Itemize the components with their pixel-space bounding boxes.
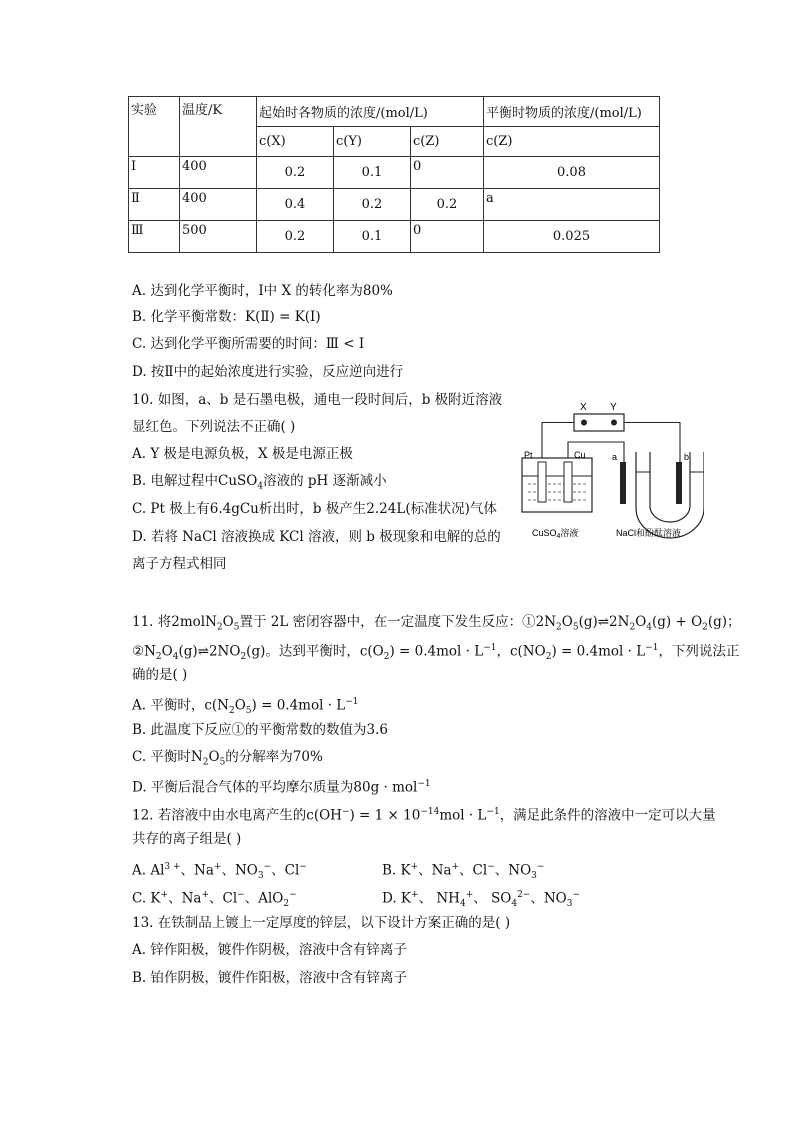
q10-option-a: A. Y 极是电源负极，X 极是电源正极 (132, 446, 353, 462)
superscript: + (160, 890, 169, 900)
cu-electrode (564, 462, 572, 502)
text: ) = 0.4mol · L (389, 643, 484, 660)
subscript: 2 (702, 622, 708, 633)
text: 置于 2L 密闭容器中，在一定温度下发生反应：①2N (239, 614, 557, 630)
caption-subscript: 4 (556, 533, 561, 540)
q9-option-d: D. 按Ⅱ中的起始浓度进行实验，反应逆向进行 (132, 364, 404, 380)
text: 、Na (418, 862, 452, 879)
subscript: 4 (646, 622, 652, 633)
subscript: 2 (240, 652, 247, 663)
cell-cx: 0.4 (257, 189, 334, 221)
text: 、Na (180, 862, 214, 879)
superscript: + (451, 862, 460, 872)
subscript: 3 (257, 871, 264, 882)
text: O (208, 749, 220, 765)
q11-option-a (132, 692, 359, 721)
superscript: − (289, 890, 297, 900)
q12-option-c (132, 885, 297, 914)
q10-option-d-line2: 离子方程式相同 (132, 556, 227, 572)
text: 、Cl (209, 890, 238, 907)
caption-nacl: NaCl和酚酞溶液 (616, 528, 682, 538)
q12-option-d (382, 885, 580, 914)
text: ，c(NO (496, 643, 546, 660)
superscript: −1 (345, 697, 359, 707)
subscript: 2 (545, 652, 552, 663)
cell-exp: Ⅱ (129, 189, 180, 221)
text: B. K (382, 862, 411, 879)
q9-option-b: B. 化学平衡常数：K(Ⅱ) = K(Ⅰ) (132, 309, 321, 325)
header-cz-equilibrium: c(Z) (484, 127, 660, 157)
text: (g) + O (652, 614, 703, 630)
text: 、NO (530, 890, 567, 907)
text: A. 平衡时，c(N (132, 697, 229, 714)
q10-option-b (132, 471, 387, 497)
label-a: a (612, 452, 618, 462)
text: 、NO (221, 862, 258, 879)
text: (g)。达到平衡时，c(O (246, 643, 384, 660)
subscript: 5 (245, 706, 252, 717)
q12-option-b (382, 857, 544, 886)
superscript: −14 (420, 807, 440, 817)
text: mol · L (439, 807, 487, 824)
q12-stem-line2: 共存的离子组是( ) (132, 831, 242, 847)
text: O (635, 614, 647, 630)
subscript: 2 (228, 706, 235, 717)
superscript: − (487, 862, 495, 872)
label-y: Y (610, 402, 617, 413)
text: 、Cl (271, 862, 300, 879)
cell-temp: 400 (180, 157, 257, 189)
cell-cy: 0.1 (334, 157, 411, 189)
superscript: −1 (483, 643, 497, 653)
subscript: 2 (216, 622, 223, 633)
subscript: 3 (531, 871, 537, 882)
q11-stem-line3: 确的是( ) (132, 667, 188, 683)
cell-exp: Ⅲ (129, 221, 180, 253)
q13-stem: 13. 在铁制品上镀上一定厚度的锌层，以下设计方案正确的是( ) (132, 915, 511, 931)
text: ) = 0.4mol · L (551, 643, 646, 660)
caption-part: 溶液 (560, 528, 579, 538)
superscript: − (299, 862, 307, 872)
text: C. 平衡时N (132, 749, 203, 765)
electrolysis-diagram (518, 398, 704, 546)
cell-eq: 0.025 (484, 221, 660, 253)
header-initial-concentration: 起始时各物质的浓度/(mol/L) (257, 97, 484, 127)
superscript: − (536, 862, 545, 872)
cell-cy: 0.1 (334, 221, 411, 253)
caption-part: CuSO (532, 528, 557, 538)
beaker (522, 458, 592, 512)
subscript: 5 (233, 622, 240, 633)
text: 、Na (168, 890, 202, 907)
q13-option-a: A. 锌作阳极，镀件作阴极，溶液中含有锌离子 (132, 942, 407, 958)
header-cz: c(Z) (411, 127, 484, 157)
superscript: + (201, 890, 209, 900)
text: 的分解率为70% (225, 749, 323, 765)
q10-stem-line1: 10. 如图，a、b 是石墨电极，通电一段时间后，b 极附近溶液 (132, 392, 503, 408)
superscript: − (237, 890, 245, 900)
label-cu: Cu (574, 450, 586, 460)
superscript: + (465, 890, 474, 900)
subscript: 5 (572, 622, 579, 633)
text: O (561, 614, 573, 630)
q11-option-c (132, 747, 323, 773)
terminal-y (611, 420, 617, 426)
u-tube-outer (636, 452, 704, 538)
text: ②N (132, 643, 156, 660)
pt-electrode (538, 462, 546, 502)
caption-cuso4 (532, 527, 578, 540)
superscript: 2− (517, 890, 531, 900)
cell-eq: a (484, 189, 660, 221)
superscript: −1 (645, 643, 659, 653)
subscript: 4 (257, 481, 264, 492)
q9-option-a: A. 达到化学平衡时，Ⅰ中 X 的转化率为80% (132, 283, 393, 299)
header-cx: c(X) (257, 127, 334, 157)
subscript: 4 (459, 899, 466, 910)
cell-cz: 0.2 (411, 189, 484, 221)
cell-cy: 0.2 (334, 189, 411, 221)
cell-temp: 500 (180, 221, 257, 253)
header-cy: c(Y) (334, 127, 411, 157)
table-row (129, 157, 660, 189)
text: ) = 0.4mol · L (251, 697, 346, 714)
superscript: + (411, 890, 419, 900)
q11-stem-line1 (132, 612, 741, 638)
terminal-x (581, 420, 587, 426)
subscript: 2 (629, 622, 636, 633)
cell-cx: 0.2 (257, 221, 334, 253)
label-b: b (684, 452, 690, 462)
q13-option-b: B. 铂作阴极，镀件作阳极，溶液中含有锌离子 (132, 970, 408, 986)
text: ，满足此条件的溶液中一定可以大量 (499, 807, 716, 824)
cell-cx: 0.2 (257, 157, 334, 189)
subscript: 5 (219, 757, 226, 768)
u-tube-inner (650, 452, 690, 522)
q11-stem-line2 (132, 638, 739, 667)
text: ) = 1 × 10 (349, 807, 421, 824)
electrode-b (676, 462, 682, 504)
superscript: 3 + (164, 862, 181, 872)
subscript: 2 (155, 652, 162, 663)
concentration-table (128, 96, 660, 253)
text: O (234, 697, 246, 714)
text: 、NO (494, 862, 532, 879)
text: (g)； (707, 614, 741, 630)
text: O (222, 614, 234, 630)
subscript: 2 (556, 622, 562, 633)
label-pt: Pt (524, 450, 533, 460)
header-equilibrium-concentration: 平衡时物质的浓度/(mol/L) (484, 97, 660, 127)
subscript: 2 (283, 899, 290, 910)
text: 溶液的 pH 逐渐减小 (263, 473, 387, 489)
electrode-a (620, 462, 626, 504)
cell-exp: Ⅰ (129, 157, 180, 189)
text: (g)⇌2N (578, 614, 630, 630)
cell-cz: 0 (411, 157, 484, 189)
header-experiment: 实验 (129, 97, 180, 157)
superscript: − (341, 807, 350, 817)
text: 、 SO (473, 890, 512, 907)
superscript: −1 (486, 807, 500, 817)
table-row (129, 221, 660, 253)
text: C. K (132, 890, 161, 907)
text: D. K (382, 890, 412, 907)
header-temperature: 温度/K (180, 97, 257, 157)
text: O (161, 643, 173, 660)
q9-option-c: C. 达到化学平衡所需要的时间：Ⅲ < Ⅰ (132, 336, 365, 352)
superscript: − (263, 862, 272, 872)
text: ，下列说法正 (658, 643, 740, 660)
subscript: 3 (566, 899, 573, 910)
q12-option-a (132, 857, 307, 886)
text: 、 NH (418, 890, 460, 907)
text: 11. 将2molN (132, 614, 217, 630)
q10-option-c: C. Pt 极上有6.4gCu析出时，b 极产生2.24L(标准状况)气体 (132, 501, 497, 517)
subscript: 4 (511, 899, 518, 910)
text: 12. 若溶液中由水电离产生的c(OH (132, 807, 342, 824)
q10-option-d-line1: D. 若将 NaCl 溶液换成 KCl 溶液，则 b 极现象和电解的总的 (132, 529, 501, 545)
superscript: −1 (417, 779, 431, 789)
superscript: + (213, 862, 222, 872)
subscript: 2 (383, 652, 390, 663)
cell-temp: 400 (180, 189, 257, 221)
text: 、AlO (244, 890, 284, 907)
subscript: 4 (172, 652, 179, 663)
superscript: + (410, 862, 419, 872)
text: D. 平衡后混合气体的平均摩尔质量为80g · mol (132, 779, 418, 796)
text: (g)⇌2NO (178, 643, 241, 660)
subscript: 2 (202, 757, 209, 768)
label-x: X (580, 402, 587, 413)
q11-option-d (132, 774, 431, 798)
cell-eq: 0.08 (484, 157, 660, 189)
table-row (129, 189, 660, 221)
wire (624, 423, 680, 465)
q12-stem-line1 (132, 802, 716, 826)
superscript: − (572, 890, 581, 900)
q10-stem-line2: 显红色。下列说法不正确( ) (132, 419, 296, 435)
text: 、Cl (459, 862, 488, 879)
q11-option-b: B. 此温度下反应①的平衡常数的数值为3.6 (132, 722, 388, 738)
text: B. 电解过程中CuSO (132, 473, 258, 489)
text: A. Al (132, 862, 165, 879)
cell-cz: 0 (411, 221, 484, 253)
